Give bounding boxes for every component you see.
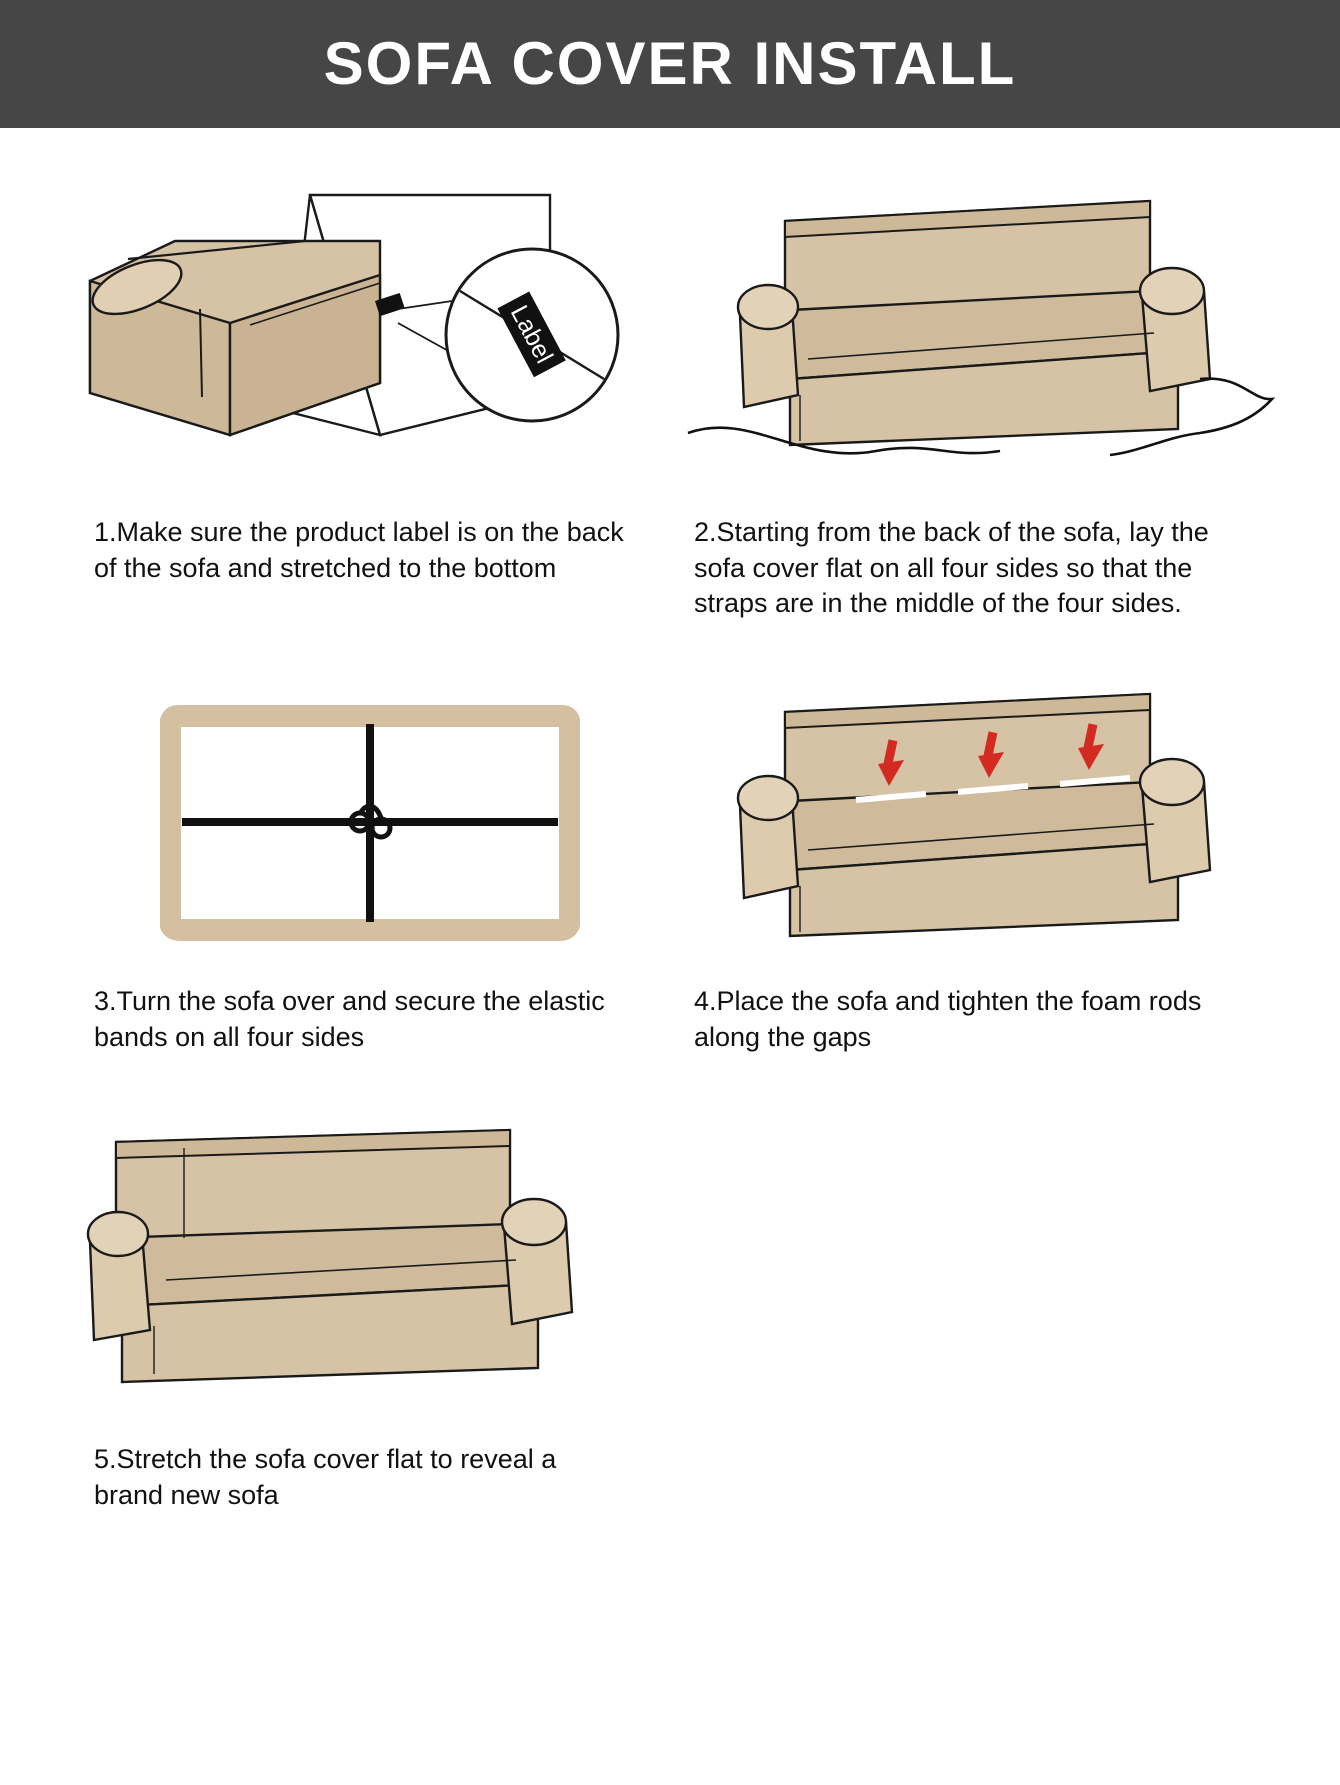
step-5-illustration [80, 1120, 660, 1420]
step-row-3 [70, 1055, 1270, 1513]
step-row-2 [70, 622, 1270, 1055]
step-1-caption: 1.Make sure the product label is on the back of the sofa and stretched to the bottom [94, 517, 624, 583]
page-title: SOFA COVER INSTALL [323, 30, 1017, 97]
step-2 [670, 128, 1270, 622]
step-3-illustration [80, 682, 660, 962]
step-5-caption: 5.Stretch the sofa cover flat to reveal a brand new sofa [94, 1444, 557, 1510]
step-3 [70, 622, 670, 1055]
step-5 [70, 1055, 670, 1513]
step-2-illustration [680, 183, 1260, 493]
step-1 [70, 128, 670, 622]
step-2-caption: 2.Starting from the back of the sofa, lay the sofa cover flat on all four sides so that the straps are in the middle of the four sides. [694, 517, 1209, 619]
step-row-3-empty [670, 1055, 1270, 1513]
step-4-illustration [680, 682, 1260, 962]
step-1-illustration [80, 183, 660, 493]
step-4-caption: 4.Place the sofa and tighten the foam rods along the gaps [694, 985, 1202, 1052]
steps-container [0, 128, 1340, 1513]
step-3-caption: 3.Turn the sofa over and secure the elastic bands on all four sides [94, 985, 605, 1052]
label-text: Label [504, 300, 559, 368]
step-4 [670, 622, 1270, 1055]
page-header [0, 0, 1340, 128]
step-row-1 [70, 128, 1270, 622]
